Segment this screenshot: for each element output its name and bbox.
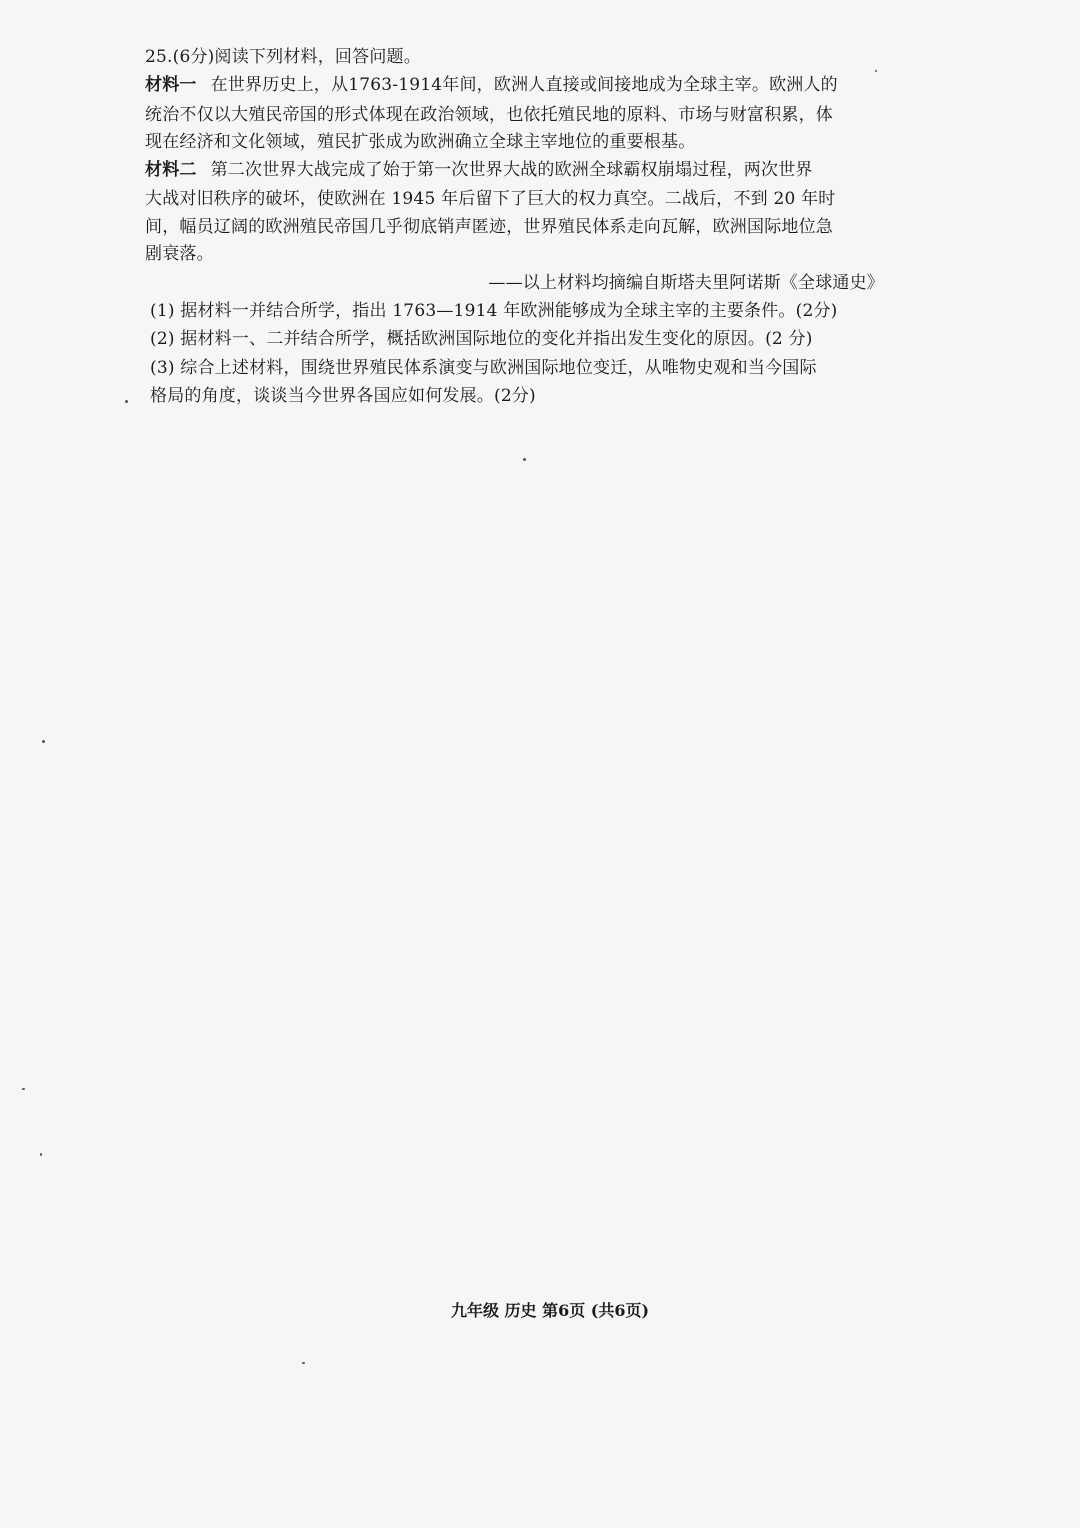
scan-speck [40, 1153, 42, 1156]
question-title: 25.(6分)阅读下列材料，回答问题。 [145, 47, 421, 67]
material-one-text-1: 在世界历史上，从1763-1914年间，欧洲人直接或间接地成为全球主宰。欧洲人的 [210, 75, 838, 95]
material-one-line-3: 现在经济和文化领域，殖民扩张成为欧洲确立全球主宰地位的重要根基。 [145, 132, 696, 152]
scan-speck [42, 740, 45, 743]
material-two-line-1 [145, 157, 813, 183]
material-one-label: 材料一 [145, 75, 197, 95]
sub-question-3-line-1: (3) 综合上述材料，围绕世界殖民体系演变与欧洲国际地位变迁，从唯物史观和当今国际 [150, 358, 817, 378]
scan-speck [875, 70, 877, 72]
scan-speck [22, 1088, 25, 1090]
sub-question-1: (1) 据材料一并结合所学，指出 1763—1914 年欧洲能够成为全球主宰的主要条件。(2分) [150, 301, 838, 321]
material-source: ——以上材料均摘编自斯塔夫里阿诺斯《全球通史》 [488, 273, 884, 293]
material-two-line-3: 间，幅员辽阔的欧洲殖民帝国几乎彻底销声匿迹，世界殖民体系走向瓦解，欧洲国际地位急 [145, 217, 833, 237]
material-two-text-1: 第二次世界大战完成了始于第一次世界大战的欧洲全球霸权崩塌过程，两次世界 [210, 160, 813, 180]
material-one-line-1 [145, 72, 838, 98]
sub-question-2: (2) 据材料一、二并结合所学，概括欧洲国际地位的变化并指出发生变化的原因。(2 分) [150, 329, 813, 349]
material-one-line-2: 统治不仅以大殖民帝国的形式体现在政治领域，也依托殖民地的原料、市场与财富积累，体 [145, 105, 833, 125]
sub-question-3-line-2: 格局的角度，谈谈当今世界各国应如何发展。(2分) [150, 386, 536, 406]
scan-speck [125, 400, 128, 403]
material-two-line-2: 大战对旧秩序的破坏，使欧洲在 1945 年后留下了巨大的权力真空。二战后，不到 20 年时 [145, 189, 836, 209]
page-footer: 九年级 历史 第6页 (共6页) [450, 1301, 650, 1320]
material-two-label: 材料二 [145, 160, 197, 180]
scan-speck [302, 1362, 305, 1364]
material-two-line-4: 剧衰落。 [145, 244, 214, 264]
scan-speck [523, 458, 526, 461]
